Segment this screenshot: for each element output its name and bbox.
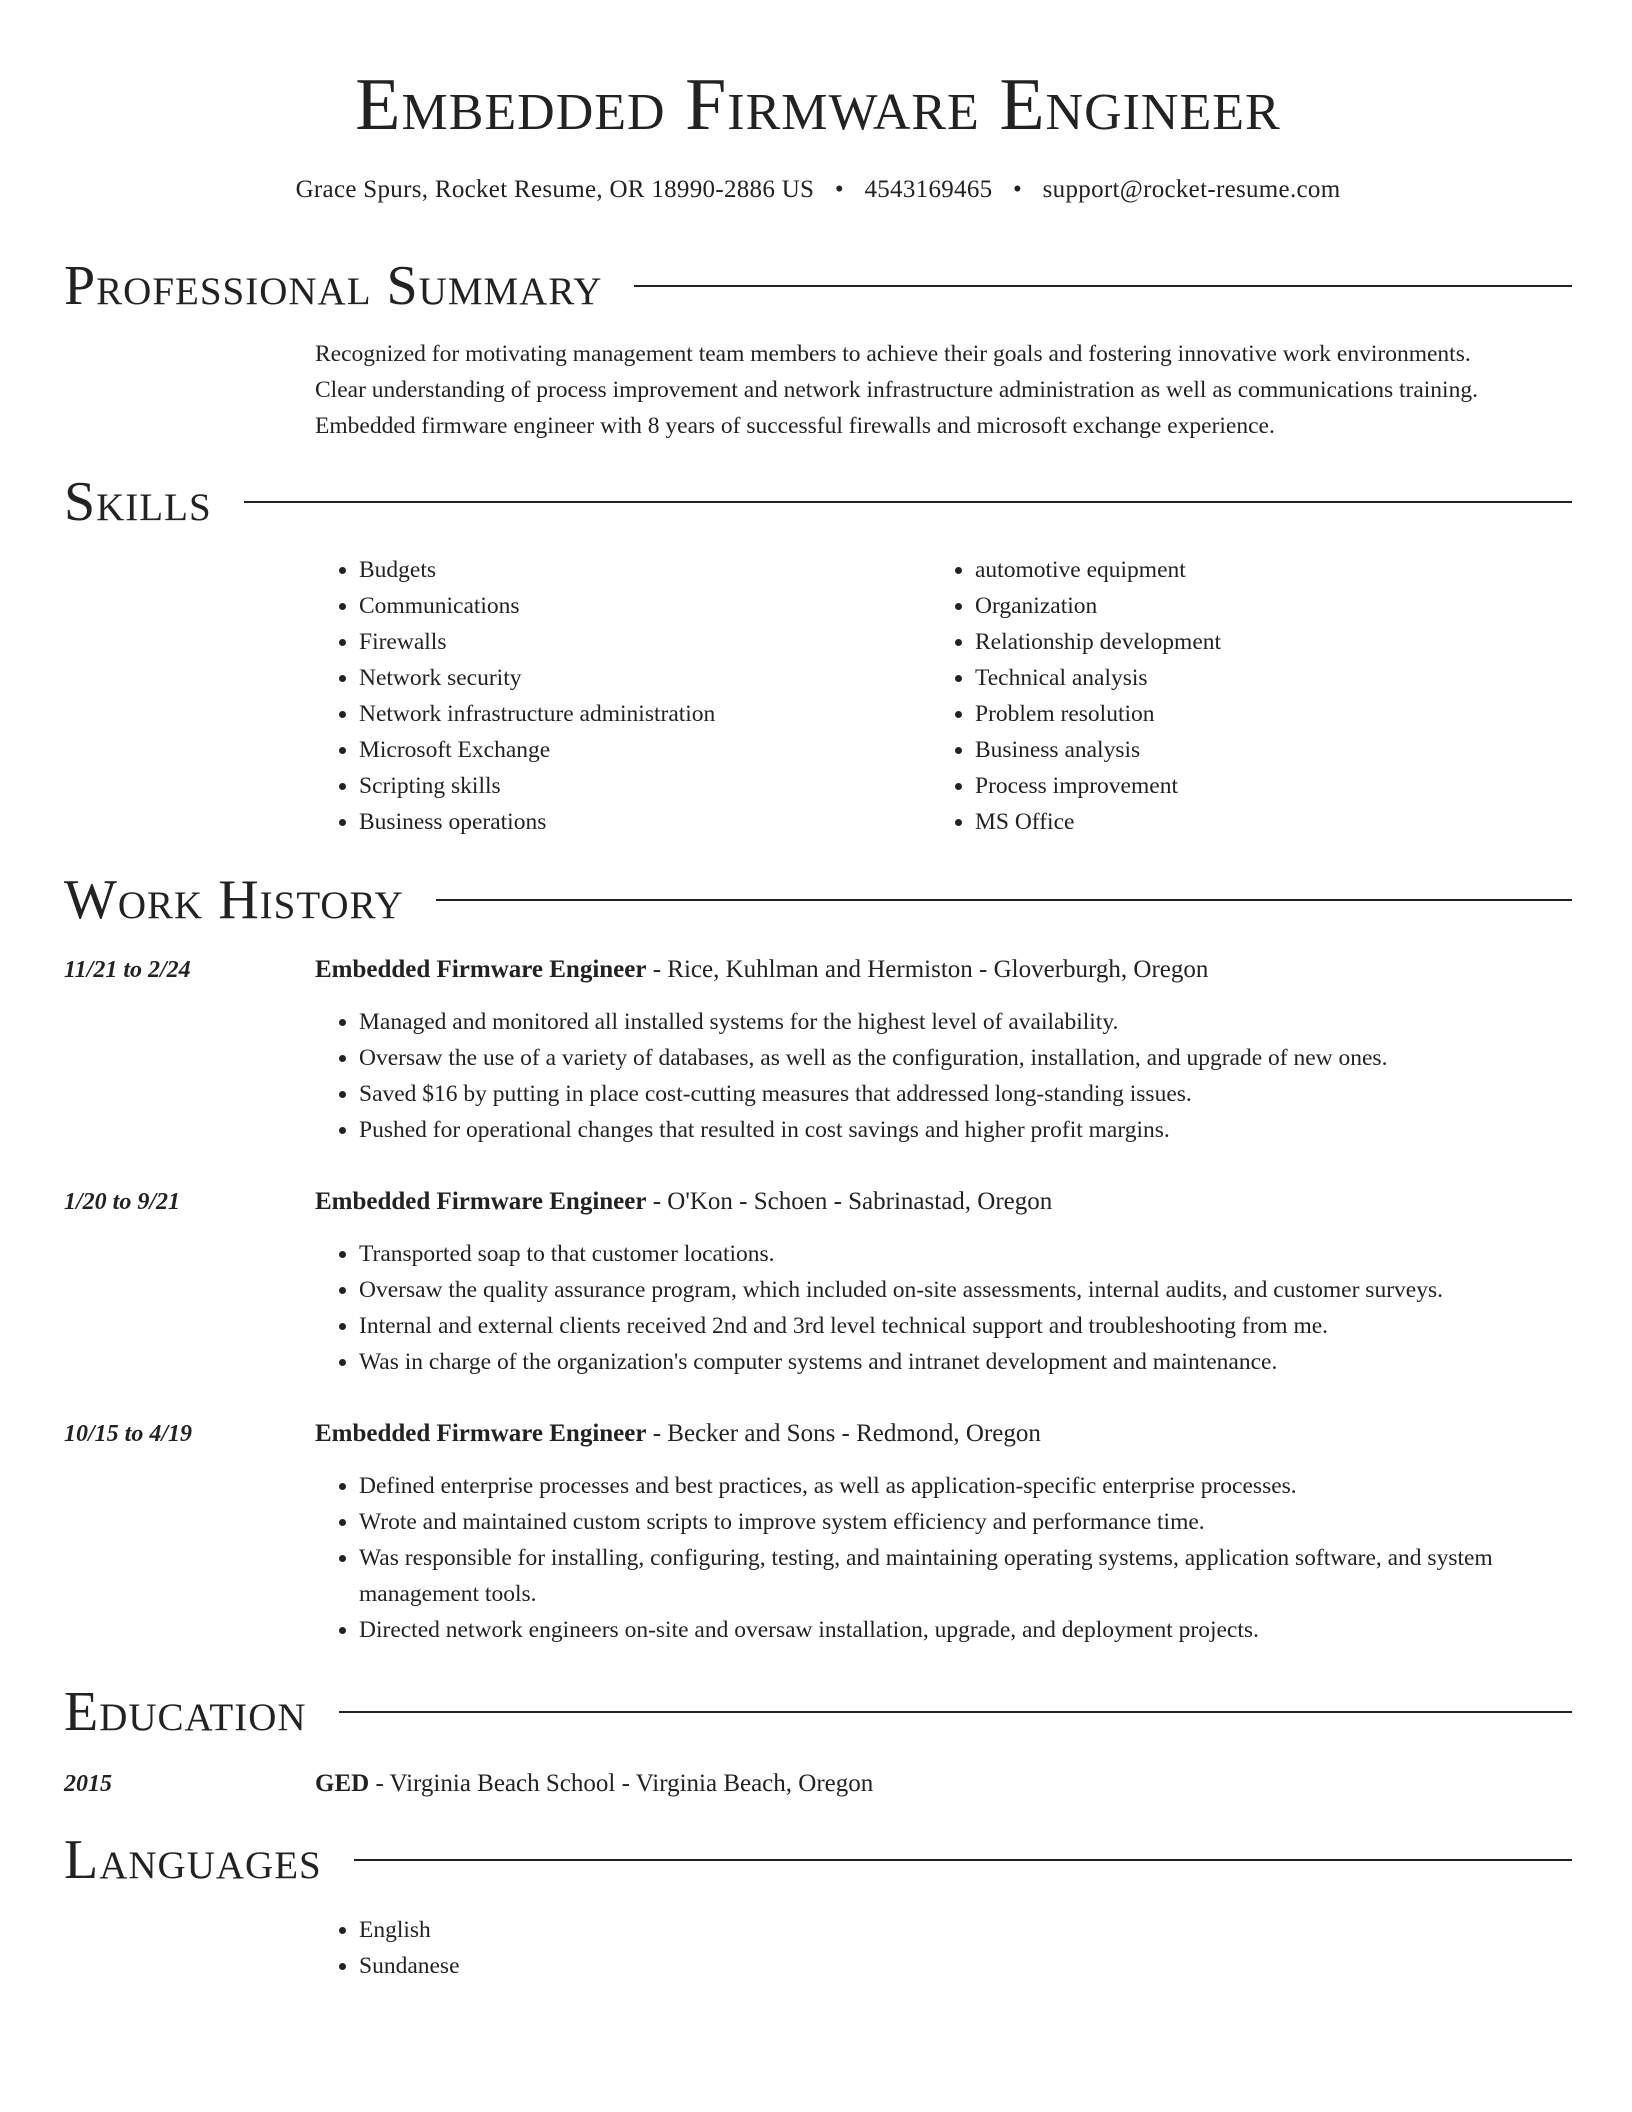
section-title: Education — [64, 1681, 307, 1743]
job-employer: - Rice, Kuhlman and Hermiston - Gloverburgh, Oregon — [646, 956, 1209, 983]
education-heading — [315, 1766, 1572, 1802]
section-header-summary — [64, 256, 1572, 316]
contact-separator: • — [834, 176, 844, 203]
skill-item: • Technical analysis — [975, 660, 1531, 696]
contact-line — [64, 174, 1572, 206]
section-header-skills — [64, 472, 1572, 532]
job-title: Embedded Firmware Engineer — [315, 1188, 647, 1215]
contact-email[interactable]: support@rocket-resume.com — [1042, 176, 1341, 203]
languages-list — [315, 1912, 1572, 1984]
job-bullet: • Internal and external clients received 2nd and 3rd level technical support and troubleshooting from me. — [359, 1308, 1572, 1344]
job-heading — [315, 1416, 1572, 1452]
job-heading — [315, 1184, 1572, 1220]
skill-item: • Business operations — [359, 804, 915, 840]
summary-line: Embedded firmware engineer with 8 years of successful firewalls and microsoft exchange experience. — [315, 413, 1275, 439]
job-bullets — [315, 1004, 1572, 1148]
language-item: • English — [359, 1912, 1572, 1948]
summary-text — [315, 336, 1572, 444]
skills-list — [315, 552, 1572, 852]
skill-item: • Communications — [359, 588, 915, 624]
language-item: • Sundanese — [359, 1948, 1572, 1984]
skill-item: • automotive equipment — [975, 552, 1531, 588]
section-divider — [634, 285, 1572, 287]
contact-address: Grace Spurs, Rocket Resume, OR 18990-2886 US — [295, 176, 815, 203]
job-title: Embedded Firmware Engineer — [315, 956, 647, 983]
job-bullets — [315, 1236, 1572, 1380]
skill-item: • Scripting skills — [359, 768, 915, 804]
skill-item: • MS Office — [975, 804, 1531, 840]
job-bullet: • Directed network engineers on-site and oversaw installation, upgrade, and deployment projects. — [359, 1612, 1572, 1648]
job-bullet: • Oversaw the quality assurance program, which included on-site assessments, internal audits, and customer surveys. — [359, 1272, 1572, 1308]
job-bullet: • Saved $16 by putting in place cost-cutting measures that addressed long-standing issues. — [359, 1076, 1572, 1112]
job-employer: - O'Kon - Schoen - Sabrinastad, Oregon — [646, 1188, 1053, 1215]
section-title: Languages — [64, 1829, 322, 1891]
summary-line: Clear understanding of process improvement and network infrastructure administration as well as communications training. — [315, 377, 1478, 403]
section-divider — [339, 1711, 1572, 1713]
job-bullet: • Defined enterprise processes and best practices, as well as application-specific enterprise processes. — [359, 1468, 1572, 1504]
summary-line: Recognized for motivating management team members to achieve their goals and fostering innovative work environments. — [315, 341, 1471, 367]
job-dates: 10/15 to 4/19 — [64, 1421, 193, 1447]
job-bullet: • Was in charge of the organization's computer systems and intranet development and maintenance. — [359, 1344, 1572, 1380]
contact-separator: • — [1013, 176, 1023, 203]
job-bullet: • Was responsible for installing, configuring, testing, and maintaining operating systems, application software, and system management tools. — [359, 1540, 1572, 1612]
section-header-languages — [64, 1830, 1572, 1890]
skill-item: • Budgets — [359, 552, 915, 588]
skill-item: • Business analysis — [975, 732, 1531, 768]
section-title: Skills — [64, 471, 212, 533]
section-divider — [436, 899, 1572, 901]
skill-item: • Process improvement — [975, 768, 1531, 804]
job-dates: 11/21 to 2/24 — [64, 957, 191, 983]
skills-column-left — [315, 552, 915, 840]
education-school: - Virginia Beach School - Virginia Beach, Oregon — [369, 1770, 874, 1797]
job-bullet: • Pushed for operational changes that resulted in cost savings and higher profit margins. — [359, 1112, 1572, 1148]
section-header-work — [64, 870, 1572, 930]
resume-page — [64, 0, 1572, 1979]
job-title: Embedded Firmware Engineer — [315, 1420, 647, 1447]
resume-title: Embedded Firmware Engineer — [355, 64, 1281, 146]
skill-item: • Problem resolution — [975, 696, 1531, 732]
education-year: 2015 — [64, 1771, 112, 1797]
section-header-education — [64, 1682, 1572, 1742]
job-bullet: • Managed and monitored all installed systems for the highest level of availability. — [359, 1004, 1572, 1040]
skills-column-right — [931, 552, 1531, 840]
skill-item: • Network security — [359, 660, 915, 696]
education-degree: GED — [315, 1770, 370, 1797]
job-bullets — [315, 1468, 1572, 1648]
job-heading — [315, 952, 1572, 988]
job-bullet: • Wrote and maintained custom scripts to improve system efficiency and performance time. — [359, 1504, 1572, 1540]
job-bullet: • Transported soap to that customer locations. — [359, 1236, 1572, 1272]
section-title: Professional Summary — [64, 255, 603, 317]
section-divider — [244, 501, 1572, 503]
job-employer: - Becker and Sons - Redmond, Oregon — [646, 1420, 1041, 1447]
skill-item: • Organization — [975, 588, 1531, 624]
contact-phone: 4543169465 — [864, 176, 993, 203]
job-bullet: • Oversaw the use of a variety of databases, as well as the configuration, installation, and upgrade of new ones. — [359, 1040, 1572, 1076]
skill-item: • Network infrastructure administration — [359, 696, 915, 732]
section-title: Work History — [64, 869, 404, 931]
skill-item: • Microsoft Exchange — [359, 732, 915, 768]
section-divider — [354, 1859, 1572, 1861]
job-dates: 1/20 to 9/21 — [64, 1189, 181, 1215]
skill-item: • Firewalls — [359, 624, 915, 660]
skill-item: • Relationship development — [975, 624, 1531, 660]
